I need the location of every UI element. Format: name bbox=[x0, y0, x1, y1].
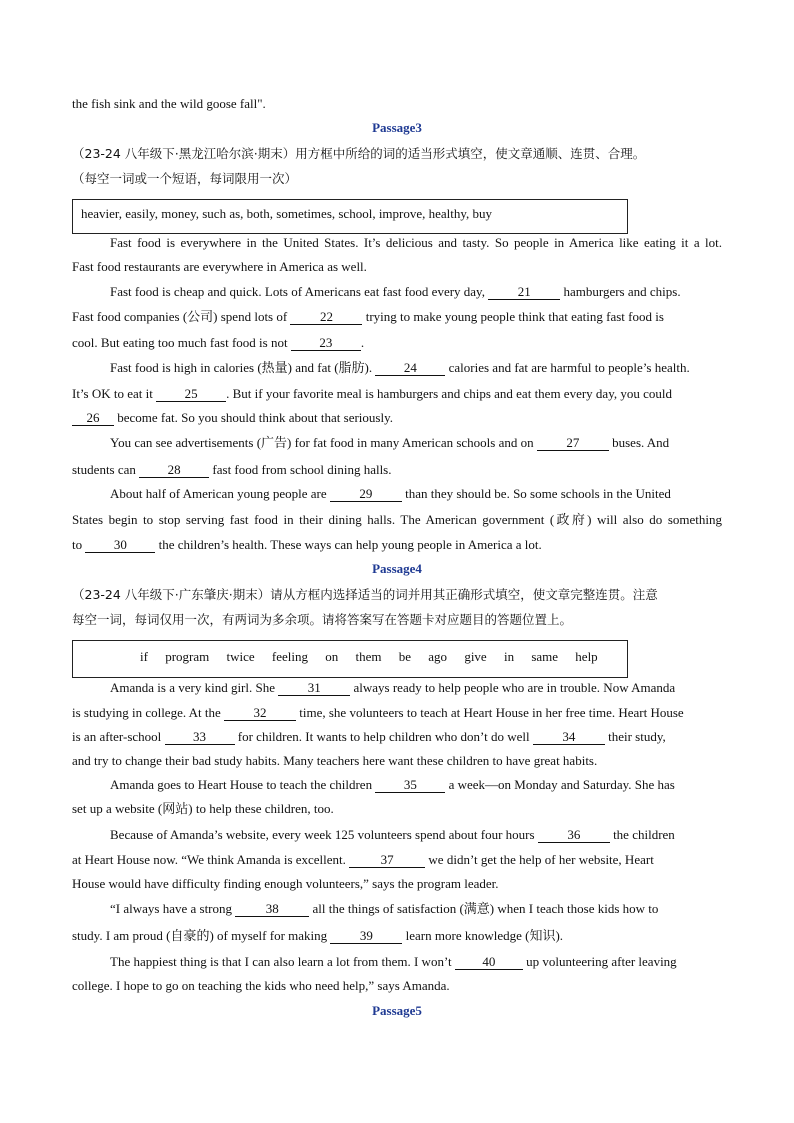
text-segment: . bbox=[360, 335, 365, 350]
text-segment: than they should be. So some schools in the United bbox=[401, 486, 671, 501]
word-same: same bbox=[531, 649, 559, 664]
text-segment: Because of Amanda’s website, every week 125 volunteers spend about four hours bbox=[110, 827, 538, 842]
word-in: in bbox=[503, 649, 515, 664]
word-be: be bbox=[398, 649, 412, 664]
text-segment: . But if your favorite meal is hamburgers and chips and eat them every day, you could bbox=[226, 386, 672, 401]
p3-para5-line1 bbox=[110, 486, 722, 502]
blank-23[interactable]: 23 bbox=[291, 336, 361, 351]
blank-25[interactable]: 25 bbox=[156, 387, 226, 402]
word-feeling: feeling bbox=[271, 649, 308, 664]
p3-para2-line3 bbox=[72, 335, 722, 351]
p3-para2-line2 bbox=[72, 309, 722, 325]
word-on: on bbox=[325, 649, 339, 664]
passage4-instruction-line2: 每空一词，每词仅用一次，有两词为多余项。请将答案写在答题卡对应题目的答题位置上。 bbox=[72, 612, 573, 627]
p4-para1-line2 bbox=[72, 705, 722, 721]
p4-para4-line1 bbox=[110, 901, 722, 917]
p4-para3-line2 bbox=[72, 852, 722, 868]
passage3-word-list: heavier, easily, money, such as, both, sometimes, school, improve, healthy, buy bbox=[81, 206, 493, 221]
intro-line: the fish sink and the wild goose fall". bbox=[72, 96, 266, 111]
p4-para2-line2: set up a website (网站) to help these children, too. bbox=[72, 801, 334, 816]
text-segment: is an after-school bbox=[72, 729, 165, 744]
text-segment: Fast food is cheap and quick. Lots of Americans eat fast food every day, bbox=[110, 284, 489, 299]
passage3-instruction-line2: （每空一词或一个短语，每词限用一次） bbox=[72, 171, 298, 186]
text-segment: is studying in college. At the bbox=[72, 705, 225, 720]
passage3-instruction-line1: （23-24 八年级下·黑龙江哈尔滨·期末）用方框中所给的词的适当形式填空，使文章通顺、连贯、合理。 bbox=[72, 146, 646, 161]
blank-40[interactable]: 40 bbox=[455, 955, 523, 970]
blank-30[interactable]: 30 bbox=[85, 538, 155, 553]
blank-32[interactable]: 32 bbox=[224, 706, 296, 721]
passage3-word-box bbox=[72, 199, 628, 234]
blank-31[interactable]: 31 bbox=[278, 681, 350, 696]
word-give: give bbox=[464, 649, 487, 664]
p4-para2-line1 bbox=[110, 777, 722, 793]
text-segment: hamburgers and chips. bbox=[560, 284, 681, 299]
p3-para1-line2: Fast food restaurants are everywhere in America as well. bbox=[72, 259, 367, 274]
text-segment: their study, bbox=[604, 729, 666, 744]
text-segment: calories and fat are harmful to people’s health. bbox=[445, 360, 690, 375]
passage5-title: Passage5 bbox=[372, 1003, 422, 1018]
word-twice: twice bbox=[226, 649, 255, 664]
p4-para3-line3: House would have difficulty finding enough volunteers,” says the program leader. bbox=[72, 876, 499, 891]
text-segment: a week—on Monday and Saturday. She has bbox=[445, 777, 675, 792]
text-segment: the children bbox=[609, 827, 675, 842]
text-segment: fast food from school dining halls. bbox=[209, 462, 392, 477]
passage3-title: Passage3 bbox=[372, 120, 422, 135]
p4-para5-line2: college. I hope to go on teaching the kids who need help,” says Amanda. bbox=[72, 978, 450, 993]
text-segment: to bbox=[72, 537, 86, 552]
text-segment: Amanda goes to Heart House to teach the children bbox=[110, 777, 376, 792]
text-segment: Fast food companies (公司) spend lots of bbox=[72, 309, 291, 324]
passage4-instruction-line1: （23-24 八年级下·广东肇庆·期末）请从方框内选择适当的词并用其正确形式填空，使文章完整连贯。注意 bbox=[72, 587, 658, 602]
text-segment: The happiest thing is that I can also learn a lot from them. I won’t bbox=[110, 954, 455, 969]
text-segment: become fat. So you should think about that seriously. bbox=[114, 410, 393, 425]
text-segment: About half of American young people are bbox=[110, 486, 330, 501]
text-segment: trying to make young people think that eating fast food is bbox=[362, 309, 664, 324]
p3-para4-line1 bbox=[110, 435, 722, 451]
p3-para3-line2 bbox=[72, 386, 722, 402]
text-segment: at Heart House now. “We think Amanda is excellent. bbox=[72, 852, 350, 867]
p3-para5-line3 bbox=[72, 537, 722, 553]
blank-38[interactable]: 38 bbox=[235, 902, 309, 917]
word-ago: ago bbox=[428, 649, 448, 664]
blank-37[interactable]: 37 bbox=[349, 853, 425, 868]
p3-para4-line2 bbox=[72, 462, 722, 478]
text-segment: time, she volunteers to teach at Heart House in her free time. Heart House bbox=[296, 705, 684, 720]
text-segment: cool. But eating too much fast food is not bbox=[72, 335, 291, 350]
text-segment: we didn’t get the help of her website, Heart bbox=[425, 852, 654, 867]
word-if: if bbox=[140, 649, 148, 664]
p4-para4-line2 bbox=[72, 928, 722, 944]
blank-34[interactable]: 34 bbox=[533, 730, 605, 745]
text-segment: “I always have a strong bbox=[110, 901, 236, 916]
text-segment: always ready to help people who are in trouble. Now Amanda bbox=[350, 680, 676, 695]
blank-26[interactable]: 26 bbox=[72, 411, 114, 426]
text-segment: study. I am proud (自豪的) of myself for making bbox=[72, 928, 331, 943]
text-segment: the children’s health. These ways can help young people in America a lot. bbox=[155, 537, 542, 552]
text-segment: learn more knowledge (知识). bbox=[402, 928, 564, 943]
blank-29[interactable]: 29 bbox=[330, 487, 402, 502]
blank-24[interactable]: 24 bbox=[375, 361, 445, 376]
blank-22[interactable]: 22 bbox=[290, 310, 362, 325]
blank-28[interactable]: 28 bbox=[139, 463, 209, 478]
p3-para3-line1 bbox=[110, 360, 722, 376]
text-segment: for children. It wants to help children who don’t do well bbox=[234, 729, 533, 744]
text-segment: You can see advertisements (广告) for fat food in many American schools and on bbox=[110, 435, 537, 450]
passage4-word-box bbox=[72, 640, 628, 678]
blank-33[interactable]: 33 bbox=[165, 730, 235, 745]
text-segment: students can bbox=[72, 462, 140, 477]
text-segment: up volunteering after leaving bbox=[522, 954, 677, 969]
p4-para1-line3 bbox=[72, 729, 722, 745]
text-segment: all the things of satisfaction (满意) when I teach those kids how to bbox=[309, 901, 659, 916]
text-segment: Fast food is high in calories (热量) and fat (脂肪). bbox=[110, 360, 376, 375]
blank-21[interactable]: 21 bbox=[488, 285, 560, 300]
text-segment: Amanda is a very kind girl. She bbox=[110, 680, 279, 695]
blank-39[interactable]: 39 bbox=[330, 929, 402, 944]
text-segment: It’s OK to eat it bbox=[72, 386, 157, 401]
p4-para1-line4: and try to change their bad study habits. Many teachers here want these children to have great habits. bbox=[72, 753, 598, 768]
blank-27[interactable]: 27 bbox=[537, 436, 609, 451]
passage4-title: Passage4 bbox=[372, 561, 422, 576]
text-segment: buses. And bbox=[608, 435, 670, 450]
p4-para3-line1 bbox=[110, 827, 722, 843]
p3-para5-line2: States begin to stop serving fast food in their dining halls. The American government (政府) will also do something bbox=[72, 512, 722, 527]
p3-para1-line1: Fast food is everywhere in the United States. It’s delicious and tasty. So people in America like eating it a lot. bbox=[110, 235, 722, 250]
p4-para5-line1 bbox=[110, 954, 722, 970]
blank-35[interactable]: 35 bbox=[375, 778, 445, 793]
p3-para2-line1 bbox=[110, 284, 722, 300]
word-them: them bbox=[355, 649, 382, 664]
p4-para1-line1 bbox=[110, 680, 722, 696]
blank-36[interactable]: 36 bbox=[538, 828, 610, 843]
word-program: program bbox=[165, 649, 210, 664]
p3-para3-line3 bbox=[72, 410, 722, 426]
word-help: help bbox=[575, 649, 598, 664]
